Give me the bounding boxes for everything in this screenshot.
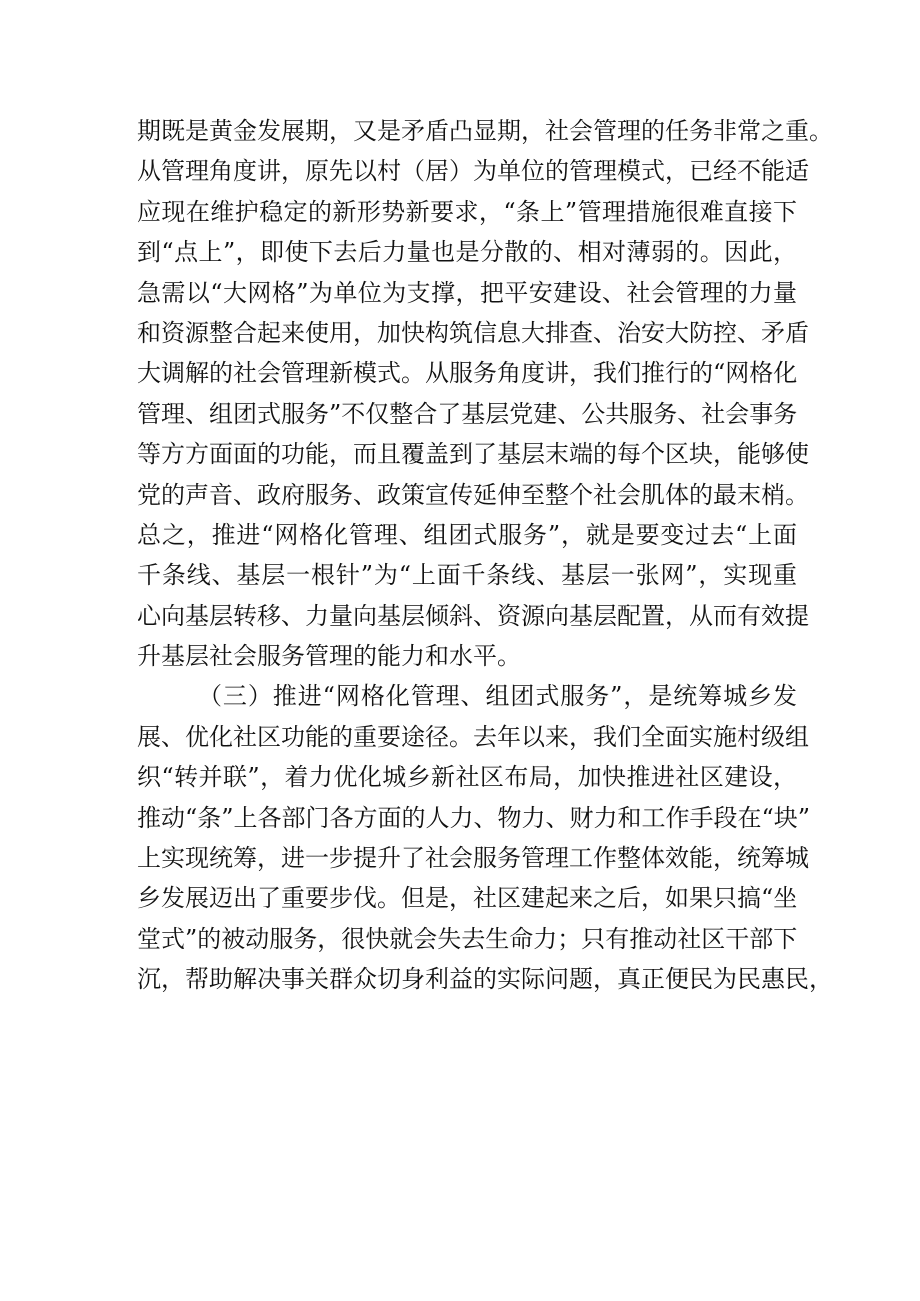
text-line: 千条线、基层一根针”为“上面千条线、基层一张网”，实现重 [137,561,797,590]
text-line: 党的声音、政府服务、政策宣传延伸至整个社会肌体的最末梢。 [137,480,809,509]
text-line: 急需以“大网格”为单位为支撑，把平安建设、社会管理的力量 [137,278,797,307]
text-line: 织“转并联”，着力优化城乡新社区布局，加快推进社区建设， [137,763,797,792]
text-line: 从管理角度讲，原先以村（居）为单位的管理模式，已经不能适 [137,157,809,186]
text-line: （三）推进“网格化管理、组团式服务”，是统筹城乡发 [198,682,797,711]
paragraph-2 [137,676,833,999]
paragraph-1 [137,111,833,676]
text-line: 推动“条”上各部门各方面的人力、物力、财力和工作手段在“块” [137,803,811,832]
text-line: 堂式”的被动服务，很快就会失去生命力；只有推动社区干部下 [137,924,798,953]
text-line: 应现在维护稳定的新形势新要求，“条上”管理措施很难直接下 [137,197,797,226]
text-line: 上实现统筹，进一步提升了社会服务管理工作整体效能，统筹城 [137,844,809,873]
text-line: 总之，推进“网格化管理、组团式服务”，就是要变过去“上面 [137,520,797,549]
text-line: 展、优化社区功能的重要途径。去年以来，我们全面实施村级组 [137,722,809,751]
text-line: 升基层社会服务管理的能力和水平。 [137,642,521,671]
text-line: 到“点上”，即使下去后力量也是分散的、相对薄弱的。因此， [137,238,797,267]
text-line: 心向基层转移、力量向基层倾斜、资源向基层配置，从而有效提 [137,601,809,630]
document-body [137,111,833,1000]
text-line: 沉，帮助解决事关群众切身利益的实际问题，真正便民为民惠民， [137,965,833,994]
text-line: 等方方面面的功能，而且覆盖到了基层末端的每个区块，能够使 [137,440,809,469]
text-line: 和资源整合起来使用，加快构筑信息大排查、治安大防控、矛盾 [137,318,809,347]
text-line: 期既是黄金发展期，又是矛盾凸显期，社会管理的任务非常之重。 [137,117,833,145]
text-line: 大调解的社会管理新模式。从服务角度讲，我们推行的“网格化 [137,359,798,388]
text-line: 乡发展迈出了重要步伐。但是，社区建起来之后，如果只搞“坐 [137,884,798,913]
text-line: 管理、组团式服务”不仅整合了基层党建、公共服务、社会事务 [137,399,798,428]
